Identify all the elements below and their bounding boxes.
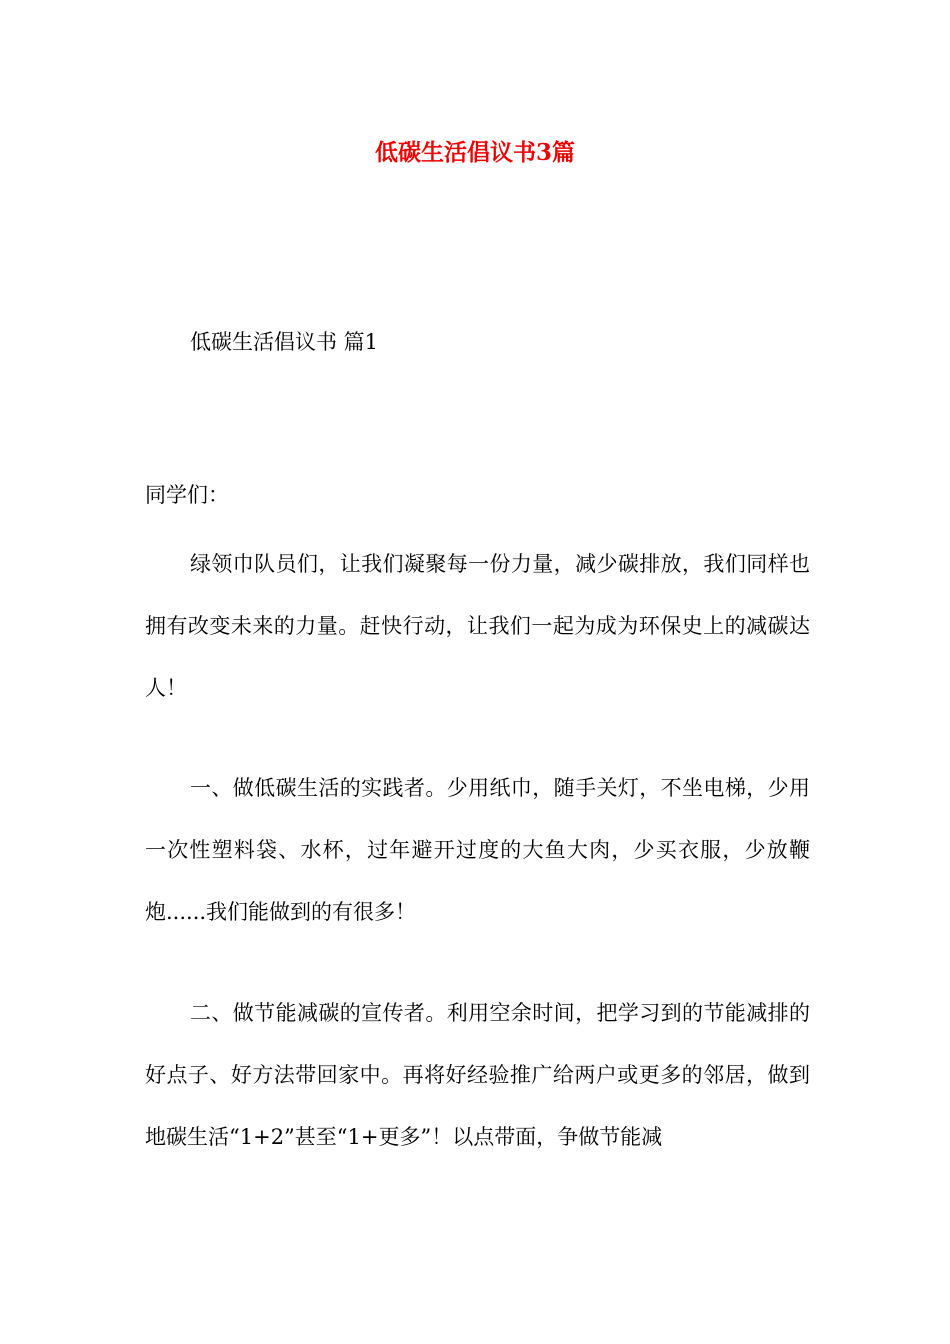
body-paragraph: 绿领巾队员们，让我们凝聚每一份力量，减少碳排放，我们同样也拥有改变未来的力量。赶快行动，让我们一起为成为环保史上的减碳达人！ <box>145 552 810 700</box>
section-heading: 低碳生活倡议书 篇1 <box>190 330 379 354</box>
body-paragraph: 一、做低碳生活的实践者。少用纸巾，随手关灯，不坐电梯，少用一次性塑料袋、水杯，过年避开过度的大鱼大肉，少买衣服，少放鞭炮......我们能做到的有很多！ <box>145 776 810 924</box>
salutation: 同学们： <box>145 483 229 507</box>
body-paragraph: 二、做节能减碳的宣传者。利用空余时间，把学习到的节能减排的好点子、好方法带回家中。再将好经验推广给两户或更多的邻居，做到地碳生活“1+2”甚至“1+更多”！以点带面，争做节能减 <box>145 1001 810 1149</box>
document-title: 低碳生活倡议书3篇 <box>374 139 575 166</box>
